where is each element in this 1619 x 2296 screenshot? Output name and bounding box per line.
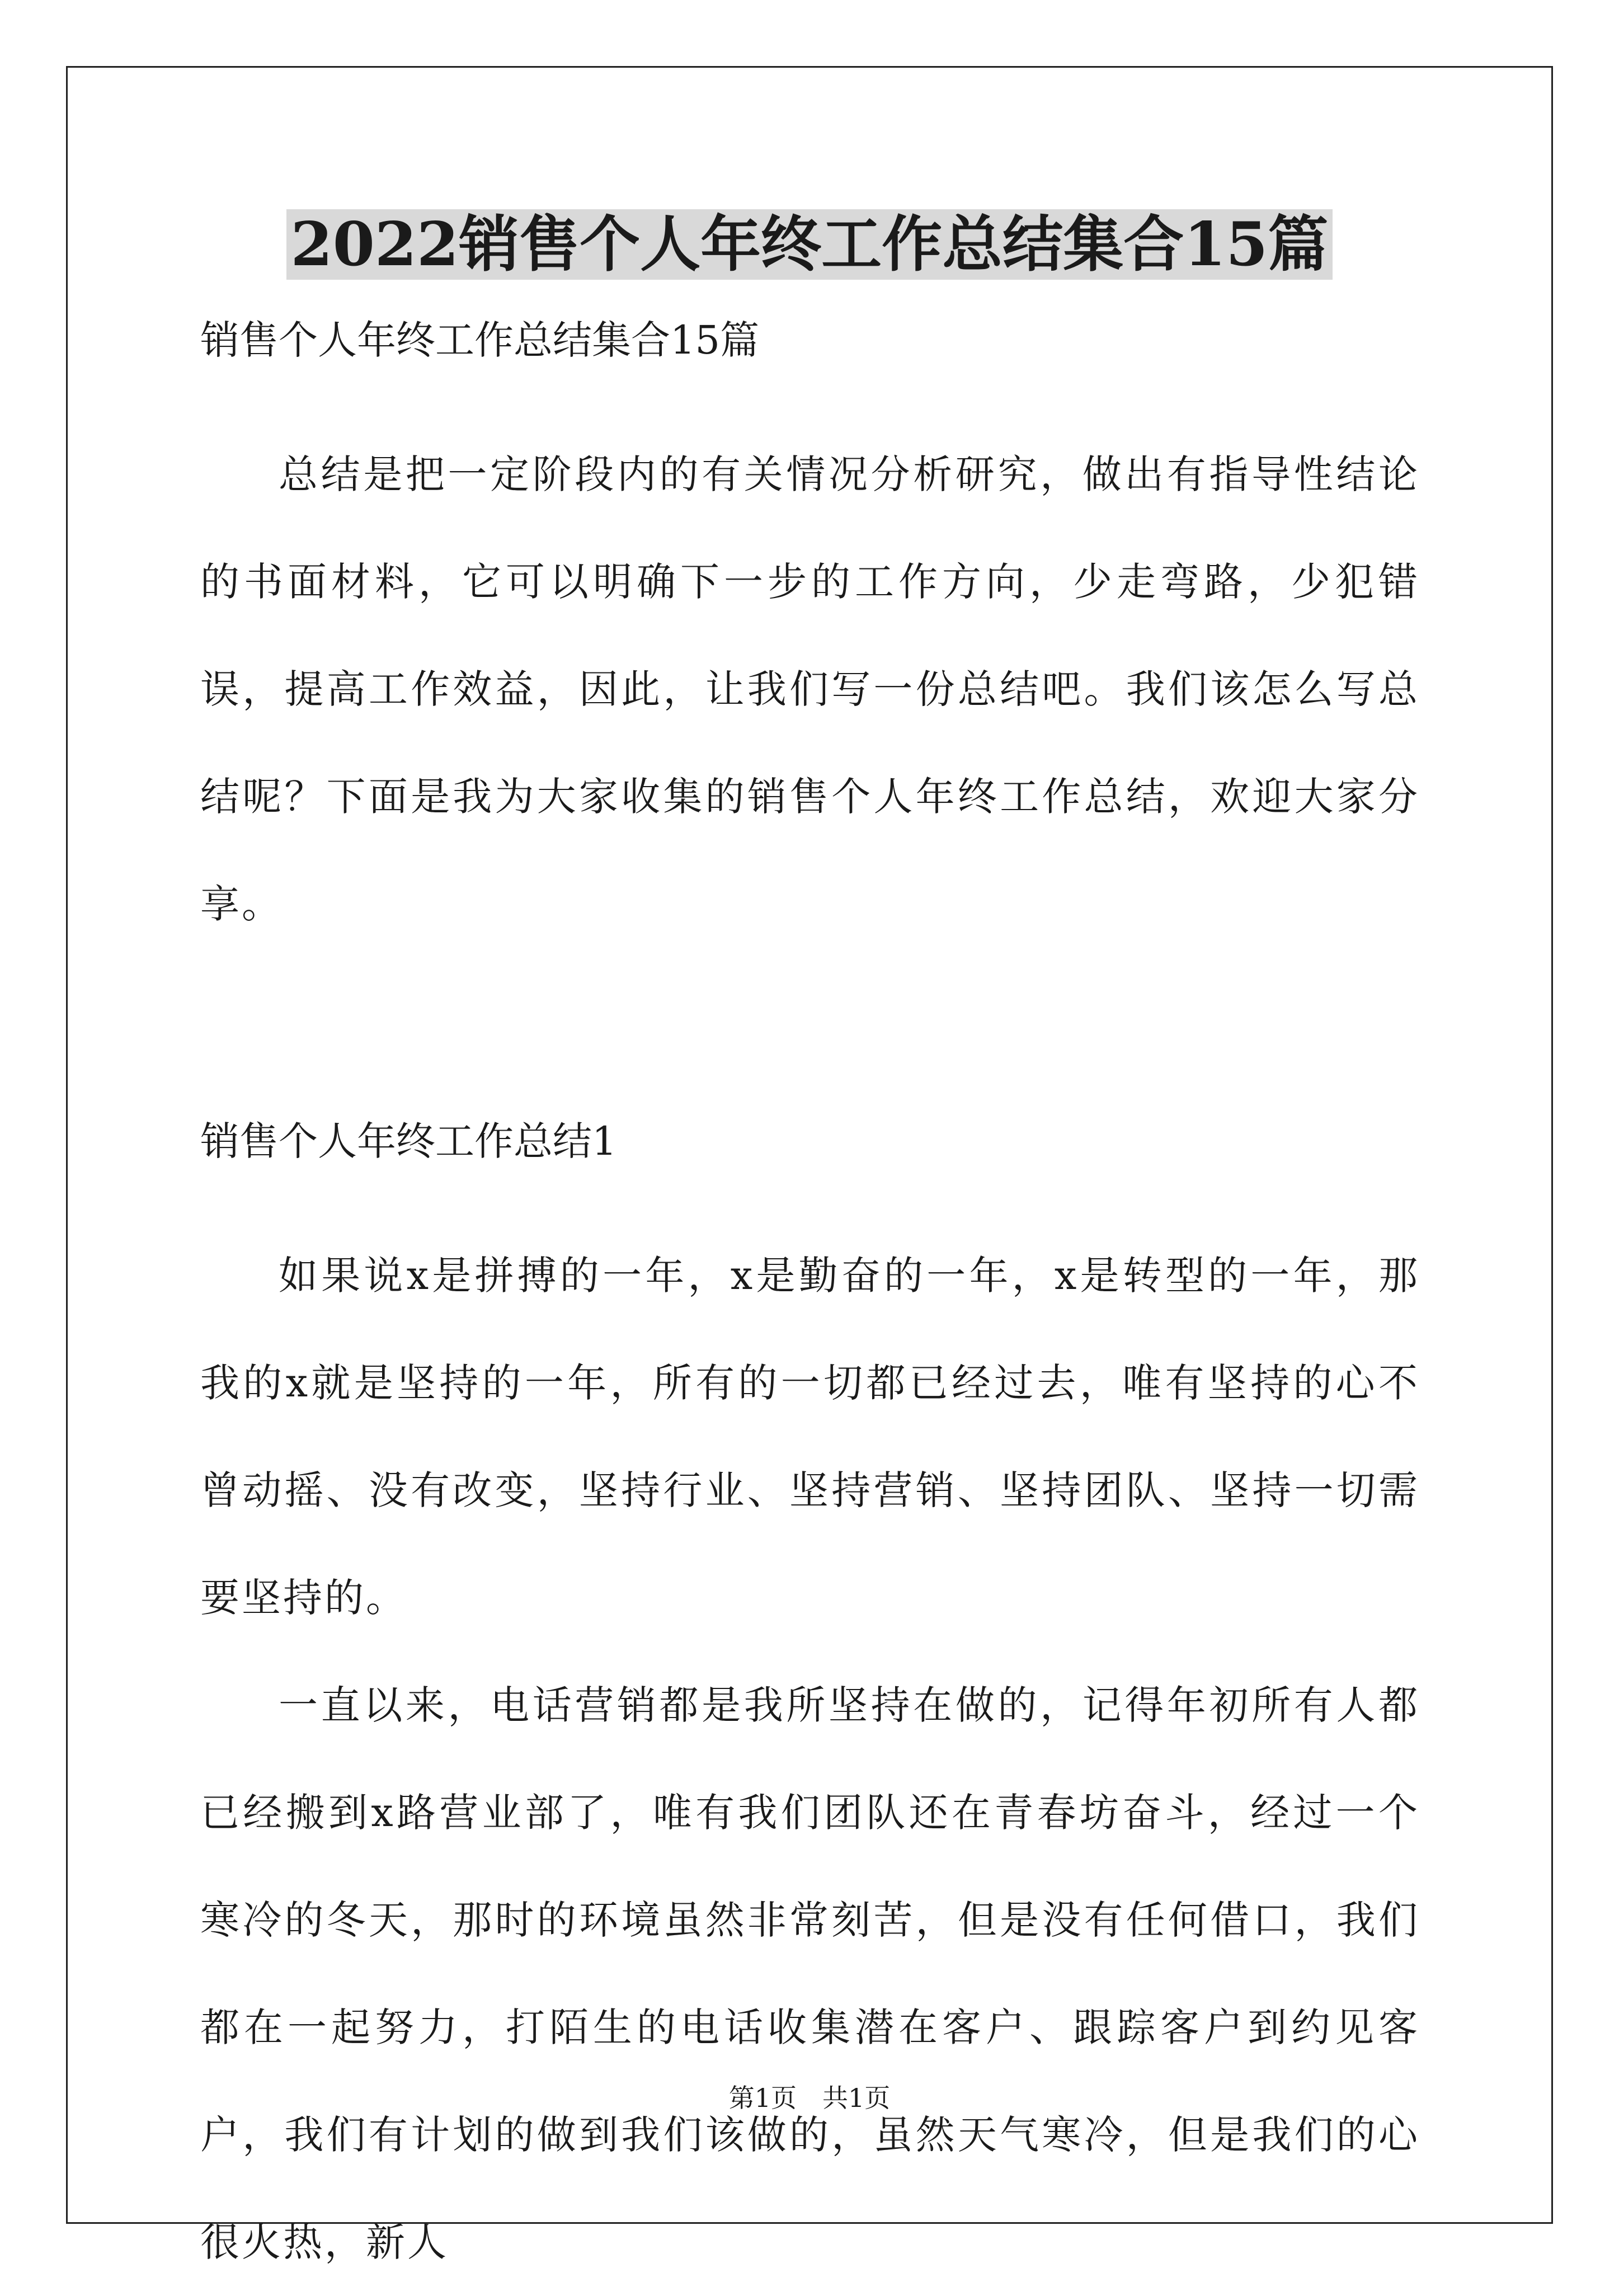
spacer [200, 958, 1420, 1114]
document-title-text: 2022销售个人年终工作总结集合15篇 [286, 209, 1333, 280]
intro-paragraph: 总结是把一定阶段内的有关情况分析研究，做出有指导性结论的书面材料，它可以明确下一步的工作方向，少走弯路，少犯错误，提高工作效益，因此，让我们写一份总结吧。我们该怎么写总结呢？下面是我为大家收集的销售个人年终工作总结，欢迎大家分享。 [200, 451, 1420, 927]
spacer [200, 1168, 1420, 1222]
spacer [200, 367, 1420, 421]
section-1-paragraph-2: 一直以来，电话营销都是我所坚持在做的，记得年初所有人都已经搬到x路营业部了，唯有我们团队还在青春坊奋斗，经过一个寒冷的冬天，那时的环境虽然非常刻苦，但是没有任何借口，我们都在一起努力，打陌生的电话收集潜在客户、跟踪客户到约见客户，我们有计划的做到我们该做的，虽然天气寒冷，但是我们的心很火热，新人 [200, 1682, 1420, 2265]
section-1-heading: 销售个人年终工作总结1 [200, 1118, 617, 1164]
document-title [0, 203, 1619, 286]
section-1-paragraph-1: 如果说x是拼搏的一年，x是勤奋的一年，x是转型的一年，那我的x就是坚持的一年，所有的一切都已经过去，唯有坚持的心不曾动摇、没有改变，坚持行业、坚持营销、坚持团队、坚持一切需要坚持的。 [200, 1253, 1420, 1621]
page-footer: 第1页 共1页 [728, 2083, 891, 2113]
document-subtitle: 销售个人年终工作总结集合15篇 [200, 317, 760, 363]
document-body [200, 313, 1420, 2296]
